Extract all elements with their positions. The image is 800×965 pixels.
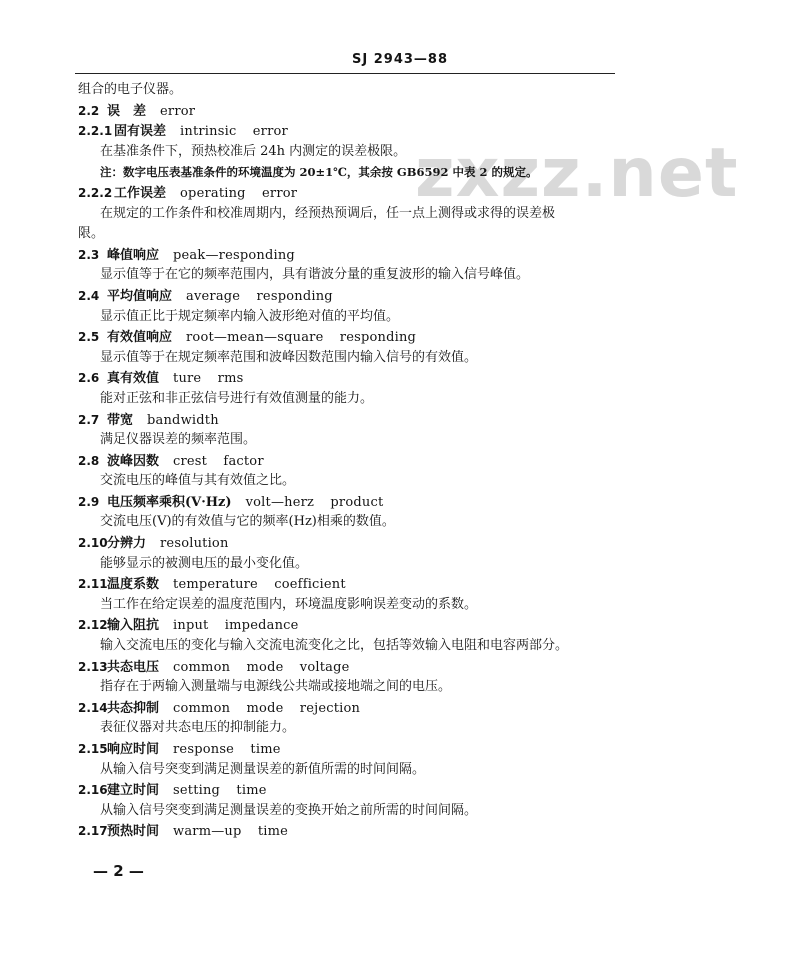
standard-code-header: SJ 2943—88: [352, 52, 448, 67]
definition-text: 交流电压(V)的有效值与它的频率(Hz)相乘的数值。: [100, 514, 395, 530]
definition-text: 从输入信号突变到满足测量误差的变换开始之前所需的时间间隔。: [100, 802, 478, 818]
term-chinese: 平均值响应: [107, 288, 173, 304]
definition-text: 显示值等于在它的频率范围内，具有谐波分量的重复波形的输入信号峰值。: [100, 267, 530, 283]
term-heading: [78, 451, 618, 472]
term-number: 2.9: [78, 494, 100, 509]
definition-text: 组合的电子仪器。: [78, 82, 183, 97]
term-heading: [78, 780, 618, 801]
term-number: 2.5: [78, 330, 100, 345]
definition-text: 限。: [78, 226, 105, 242]
term-heading: [78, 657, 618, 678]
term-heading: [78, 533, 618, 554]
term-number: 2.13: [78, 659, 108, 674]
definition-text: 表征仪器对共态电压的抑制能力。: [100, 720, 296, 736]
term-english: crest factor: [173, 453, 264, 469]
term-heading: [78, 615, 618, 636]
term-english: bandwidth: [147, 412, 219, 428]
term-chinese: 建立时间: [107, 783, 160, 799]
term-heading: [78, 739, 618, 760]
term-english: peak—responding: [173, 247, 295, 263]
term-number: 2.11: [78, 577, 108, 592]
term-chinese: 预热时间: [107, 824, 160, 840]
definition-text: 在基准条件下，预热校准后 24h 内测定的误差极限。: [100, 143, 407, 159]
term-english: average responding: [186, 288, 333, 304]
term-english: resolution: [160, 536, 229, 552]
term-number: 2.12: [78, 618, 108, 633]
term-heading: [78, 121, 618, 142]
term-english: temperature coefficient: [173, 577, 346, 593]
term-english: error: [160, 103, 196, 119]
term-heading: [78, 821, 618, 842]
definition-text: 显示值等于在规定频率范围和波峰因数范围内输入信号的有效值。: [100, 349, 478, 365]
term-chinese: 响应时间: [107, 742, 160, 757]
term-heading: [78, 492, 618, 513]
term-heading: [78, 698, 618, 719]
term-chinese: 误 差: [107, 103, 147, 119]
page-number: — 2 —: [93, 862, 144, 880]
term-chinese: 真有效值: [107, 371, 160, 387]
term-chinese: 电压频率乘积(V·Hz): [107, 494, 232, 510]
definition-text: 能对正弦和非正弦信号进行有效值测量的能力。: [100, 390, 374, 406]
term-heading: [78, 368, 618, 389]
term-number: 2.6: [78, 371, 100, 386]
term-english: root—mean—square responding: [186, 330, 417, 346]
term-heading: [78, 327, 618, 348]
document-body: [78, 80, 618, 842]
definition-text: 当工作在给定误差的温度范围内，环境温度影响误差变动的系数。: [100, 596, 478, 612]
term-number: 2.8: [78, 453, 100, 468]
term-heading: [78, 286, 618, 307]
header-rule: [75, 73, 615, 74]
watermark: zxzz.net: [415, 134, 739, 213]
definition-text: 交流电压的峰值与其有效值之比。: [100, 473, 296, 489]
term-heading: [78, 574, 618, 595]
term-english: volt—herz product: [245, 494, 384, 510]
term-chinese: 共态电压: [107, 659, 160, 675]
term-english: intrinsic error: [180, 124, 288, 140]
definition-text: 从输入信号突变到满足测量误差的新值所需的时间间隔。: [100, 761, 426, 777]
definition-text: 满足仪器误差的频率范围。: [100, 432, 257, 448]
term-heading: [78, 183, 618, 204]
term-english: response time: [173, 742, 281, 757]
term-english: common mode rejection: [173, 700, 361, 716]
term-number: 2.16: [78, 783, 108, 798]
term-english: warm—up time: [173, 824, 289, 840]
term-english: ture rms: [173, 371, 244, 387]
term-english: input impedance: [173, 618, 299, 634]
term-number: 2.2.1: [78, 124, 113, 139]
term-chinese: 共态抑制: [107, 700, 160, 716]
term-english: setting time: [173, 783, 267, 799]
term-number: 2.17: [78, 824, 108, 839]
term-number: 2.7: [78, 412, 100, 427]
note-text: 注：数字电压表基准条件的环境温度为 20±1℃，其余按 GB6592 中表 2 的规定。: [100, 165, 538, 180]
term-english: common mode voltage: [173, 659, 350, 675]
term-chinese: 带宽: [107, 412, 134, 428]
term-english: operating error: [180, 185, 298, 201]
definition-text: 显示值正比于规定频率内输入波形绝对值的平均值。: [100, 308, 400, 324]
term-number: 2.10: [78, 536, 108, 551]
definition-text: 指存在于两输入测量端与电源线公共端或接地端之间的电压。: [100, 679, 452, 695]
definition-text: 输入交流电压的变化与输入交流电流变化之比，包括等效输入电阻和电容两部分。: [100, 638, 569, 654]
term-heading: [78, 245, 618, 266]
term-chinese: 固有误差: [114, 124, 167, 140]
term-chinese: 输入阻抗: [107, 618, 160, 634]
term-number: 2.14: [78, 700, 108, 715]
term-number: 2.15: [78, 742, 108, 756]
term-chinese: 工作误差: [114, 185, 167, 201]
term-number: 2.2.2: [78, 185, 113, 200]
term-heading: [78, 101, 618, 122]
term-chinese: 分辨力: [107, 536, 147, 552]
definition-text: 在规定的工作条件和校准周期内，经预热预调后，任一点上测得或求得的误差极: [100, 205, 556, 221]
term-chinese: 波峰因数: [107, 453, 160, 469]
definition-text: 能够显示的被测电压的最小变化值。: [100, 555, 309, 571]
term-chinese: 有效值响应: [107, 330, 173, 346]
term-number: 2.3: [78, 247, 100, 262]
term-chinese: 温度系数: [107, 577, 160, 593]
term-heading: [78, 410, 618, 431]
term-number: 2.4: [78, 288, 100, 303]
term-chinese: 峰值响应: [107, 247, 160, 263]
term-number: 2.2: [78, 103, 100, 118]
